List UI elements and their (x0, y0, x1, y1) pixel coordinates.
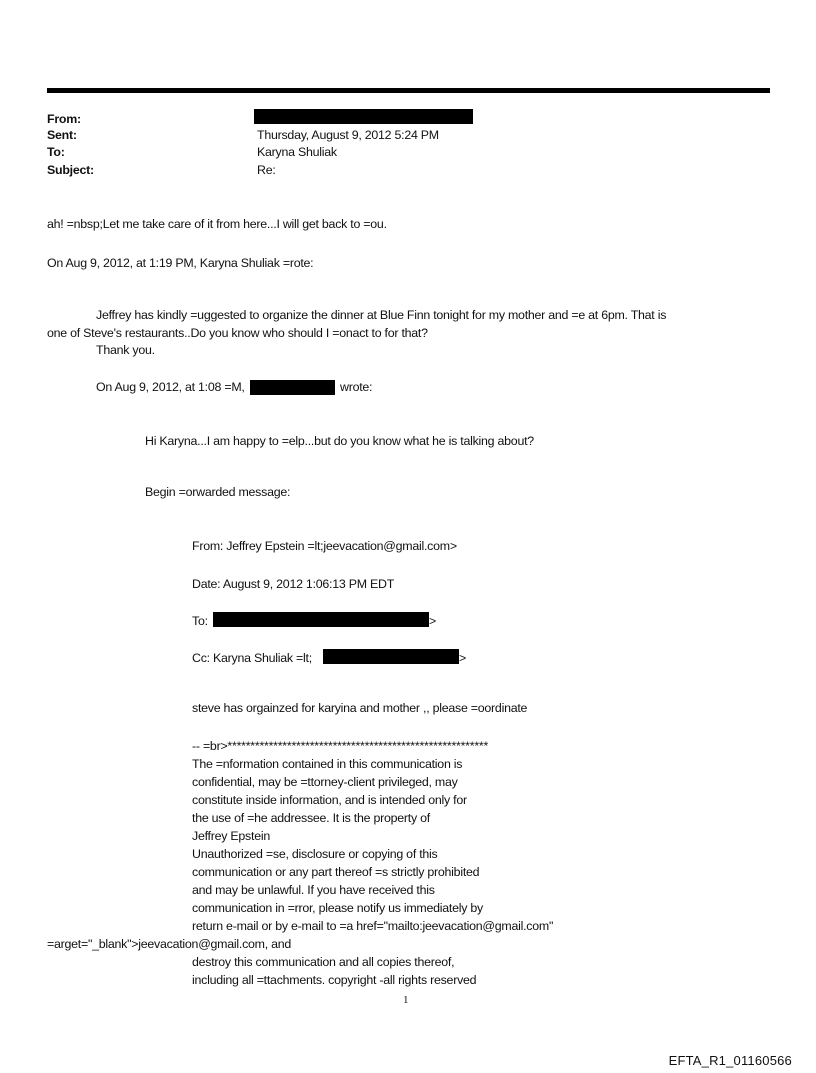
subject-value: Re: (257, 163, 276, 177)
disclaimer-line: communication in =rror, please notify us immediately by (192, 901, 483, 915)
disclaimer-line: Jeffrey Epstein (192, 829, 270, 843)
document-id: EFTA_R1_01160566 (668, 1053, 792, 1068)
fwd-to-label: To: (192, 614, 208, 628)
fwd-message: steve has orgainzed for karyina and mother ,, please =oordinate (192, 701, 528, 715)
disclaimer-line: communication or any part thereof =s strictly prohibited (192, 865, 480, 879)
quote2-header-post: wrote: (340, 380, 373, 394)
redacted-sender (250, 380, 335, 395)
quote1-line2: one of Steve's restaurants..Do you know who should I =onact to for that? (47, 326, 428, 340)
quote2-header-pre: On Aug 9, 2012, at 1:08 =M, (96, 380, 245, 394)
fwd-date: Date: August 9, 2012 1:06:13 PM EDT (192, 577, 395, 591)
to-value: Karyna Shuliak (257, 145, 337, 159)
from-label: From: (47, 112, 81, 126)
to-label: To: (47, 145, 65, 159)
fwd-to-end: > (429, 614, 436, 628)
quote1-thanks: Thank you. (96, 343, 155, 357)
disclaimer-line: return e-mail or by e-mail to =a href="mailto:jeevacation@gmail.com" (192, 919, 554, 933)
disclaimer-line: including all =ttachments. copyright -all rights reserved (192, 973, 477, 987)
fwd-from: From: Jeffrey Epstein =lt;jeevacation@gmail.com> (192, 539, 457, 553)
redacted-from (254, 109, 473, 124)
sent-value: Thursday, August 9, 2012 5:24 PM (257, 128, 439, 142)
quote1-header: On Aug 9, 2012, at 1:19 PM, Karyna Shuliak =rote: (47, 256, 314, 270)
disclaimer-line: destroy this communication and all copies thereof, (192, 955, 455, 969)
page-number: 1 (403, 994, 409, 1006)
quote1-line1: Jeffrey has kindly =uggested to organize the dinner at Blue Finn tonight for my mother and =e at 6pm. That is (96, 308, 667, 322)
disclaimer-line: and may be unlawful. If you have received this (192, 883, 435, 897)
disclaimer-line: confidential, may be =ttorney-client privileged, may (192, 775, 458, 789)
redacted-cc (323, 649, 459, 664)
subject-label: Subject: (47, 163, 94, 177)
fwd-cc-label: Cc: Karyna Shuliak =lt; (192, 651, 312, 665)
redacted-to (213, 612, 429, 627)
disclaimer-line: Unauthorized =se, disclosure or copying of this (192, 847, 438, 861)
sent-label: Sent: (47, 128, 77, 142)
disclaimer-line: -- =br>********************************************************* (192, 739, 489, 753)
disclaimer-line: The =nformation contained in this communication is (192, 757, 463, 771)
disclaimer-wrap: =arget="_blank">jeevacation@gmail.com, and (47, 937, 292, 951)
disclaimer-line: the use of =he addressee. It is the property of (192, 811, 430, 825)
reply-text: ah! =nbsp;Let me take care of it from here...I will get back to =ou. (47, 217, 387, 231)
quote2-line: Hi Karyna...I am happy to =elp...but do you know what he is talking about? (145, 434, 534, 448)
header-rule (47, 88, 770, 93)
forward-label: Begin =orwarded message: (145, 485, 291, 499)
fwd-cc-end: > (459, 651, 466, 665)
disclaimer-line: constitute inside information, and is intended only for (192, 793, 467, 807)
